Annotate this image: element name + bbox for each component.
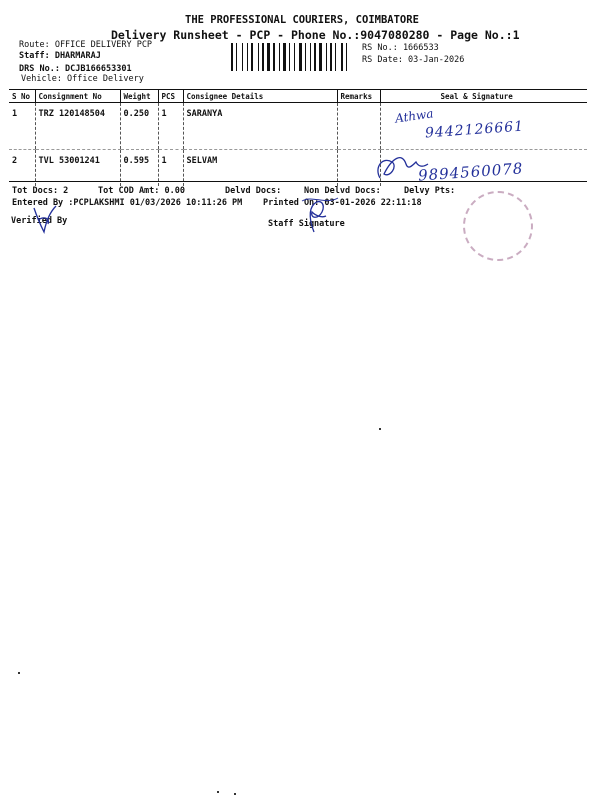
total-cod-amount: Tot COD Amt: 0.00 <box>98 186 185 196</box>
consignment-cell: TRZ 120148504 <box>35 103 120 150</box>
entered-by: Entered By :PCPLAKSHMI 01/03/2026 10:11:26 PM <box>12 198 243 208</box>
staff-signature-label: Staff Signature <box>268 219 345 229</box>
route-text: Route: OFFICE DELIVERY PCP <box>19 40 153 50</box>
footer-divider <box>9 181 587 182</box>
delivery-points: Delvy Pts: <box>404 186 456 196</box>
barcode-bar <box>273 43 275 71</box>
column-header: S No <box>9 90 35 103</box>
runsheet-title: Delivery Runsheet - PCP - Phone No.:9047080280 - Page No.:1 <box>111 28 520 42</box>
barcode <box>231 43 357 71</box>
barcode-bar <box>251 43 253 71</box>
row-divider-signature <box>300 193 340 207</box>
barcode-bar <box>242 43 243 71</box>
barcode-bar <box>310 43 311 71</box>
staff-text: Staff: DHARMARAJ <box>19 51 101 61</box>
handwritten-phone: 9894560078 <box>417 159 524 185</box>
barcode-bar <box>314 43 316 71</box>
barcode-bar <box>341 43 343 71</box>
scan-speck <box>217 791 219 793</box>
column-header: Remarks <box>337 90 380 103</box>
barcode-bar <box>319 43 322 71</box>
pcs-cell: 1 <box>158 103 183 150</box>
barcode-bar <box>231 43 233 71</box>
office-stamp <box>463 191 533 261</box>
pcs-cell: 1 <box>158 150 183 187</box>
verifier-signature <box>30 202 60 234</box>
company-title: THE PROFESSIONAL COURIERS, COIMBATORE <box>185 14 419 26</box>
vehicle-text: Vehicle: Office Delivery <box>21 74 144 84</box>
barcode-bar <box>262 43 264 71</box>
barcode-bar <box>267 43 270 71</box>
barcode-bar <box>335 43 336 71</box>
total-docs: Tot Docs: 2 <box>12 186 69 196</box>
scan-speck <box>379 428 381 430</box>
handwritten-phone: 9442126661 <box>424 118 525 142</box>
rs-number: RS No.: 1666533 <box>362 43 439 53</box>
barcode-bar <box>326 43 327 71</box>
barcode-bar <box>236 43 237 71</box>
consignee-cell: SELVAM <box>183 150 337 187</box>
column-header: PCS <box>158 90 183 103</box>
scan-speck <box>18 672 20 674</box>
barcode-bar <box>289 43 290 71</box>
column-header: Weight <box>120 90 158 103</box>
barcode-bar <box>283 43 286 71</box>
column-header: Consignee Details <box>183 90 337 103</box>
printed-on: Printed On: 03-01-2026 22:11:18 <box>263 198 422 208</box>
weight-cell: 0.595 <box>120 150 158 187</box>
column-header: Seal & Signature <box>380 90 587 103</box>
remarks-cell <box>337 103 380 150</box>
serial-cell: 2 <box>12 156 18 166</box>
barcode-bar <box>346 43 347 71</box>
barcode-bar <box>294 43 295 71</box>
weight-cell: 0.250 <box>120 103 158 150</box>
non-delivered-docs: Non Delvd Docs: <box>304 186 381 196</box>
barcode-bar <box>247 43 248 71</box>
barcode-bar <box>299 43 302 71</box>
drs-number: DRS No.: DCJB166653301 <box>19 64 132 74</box>
barcode-bar <box>330 43 332 71</box>
consignee-cell: SARANYA <box>183 103 337 150</box>
serial-cell: 1 <box>9 103 35 150</box>
scan-speck <box>234 793 236 795</box>
barcode-bar <box>258 43 259 71</box>
delivered-docs: Delvd Docs: <box>225 186 282 196</box>
consignment-cell: TVL 53001241 <box>35 150 120 187</box>
rs-date: RS Date: 03-Jan-2026 <box>362 55 465 65</box>
verified-by-label: Verified By <box>11 216 68 226</box>
column-header: Consignment No <box>35 90 120 103</box>
barcode-bar <box>279 43 280 71</box>
barcode-bar <box>305 43 306 71</box>
handwritten-name: Athwa <box>394 106 435 126</box>
table-header-row <box>9 90 587 103</box>
